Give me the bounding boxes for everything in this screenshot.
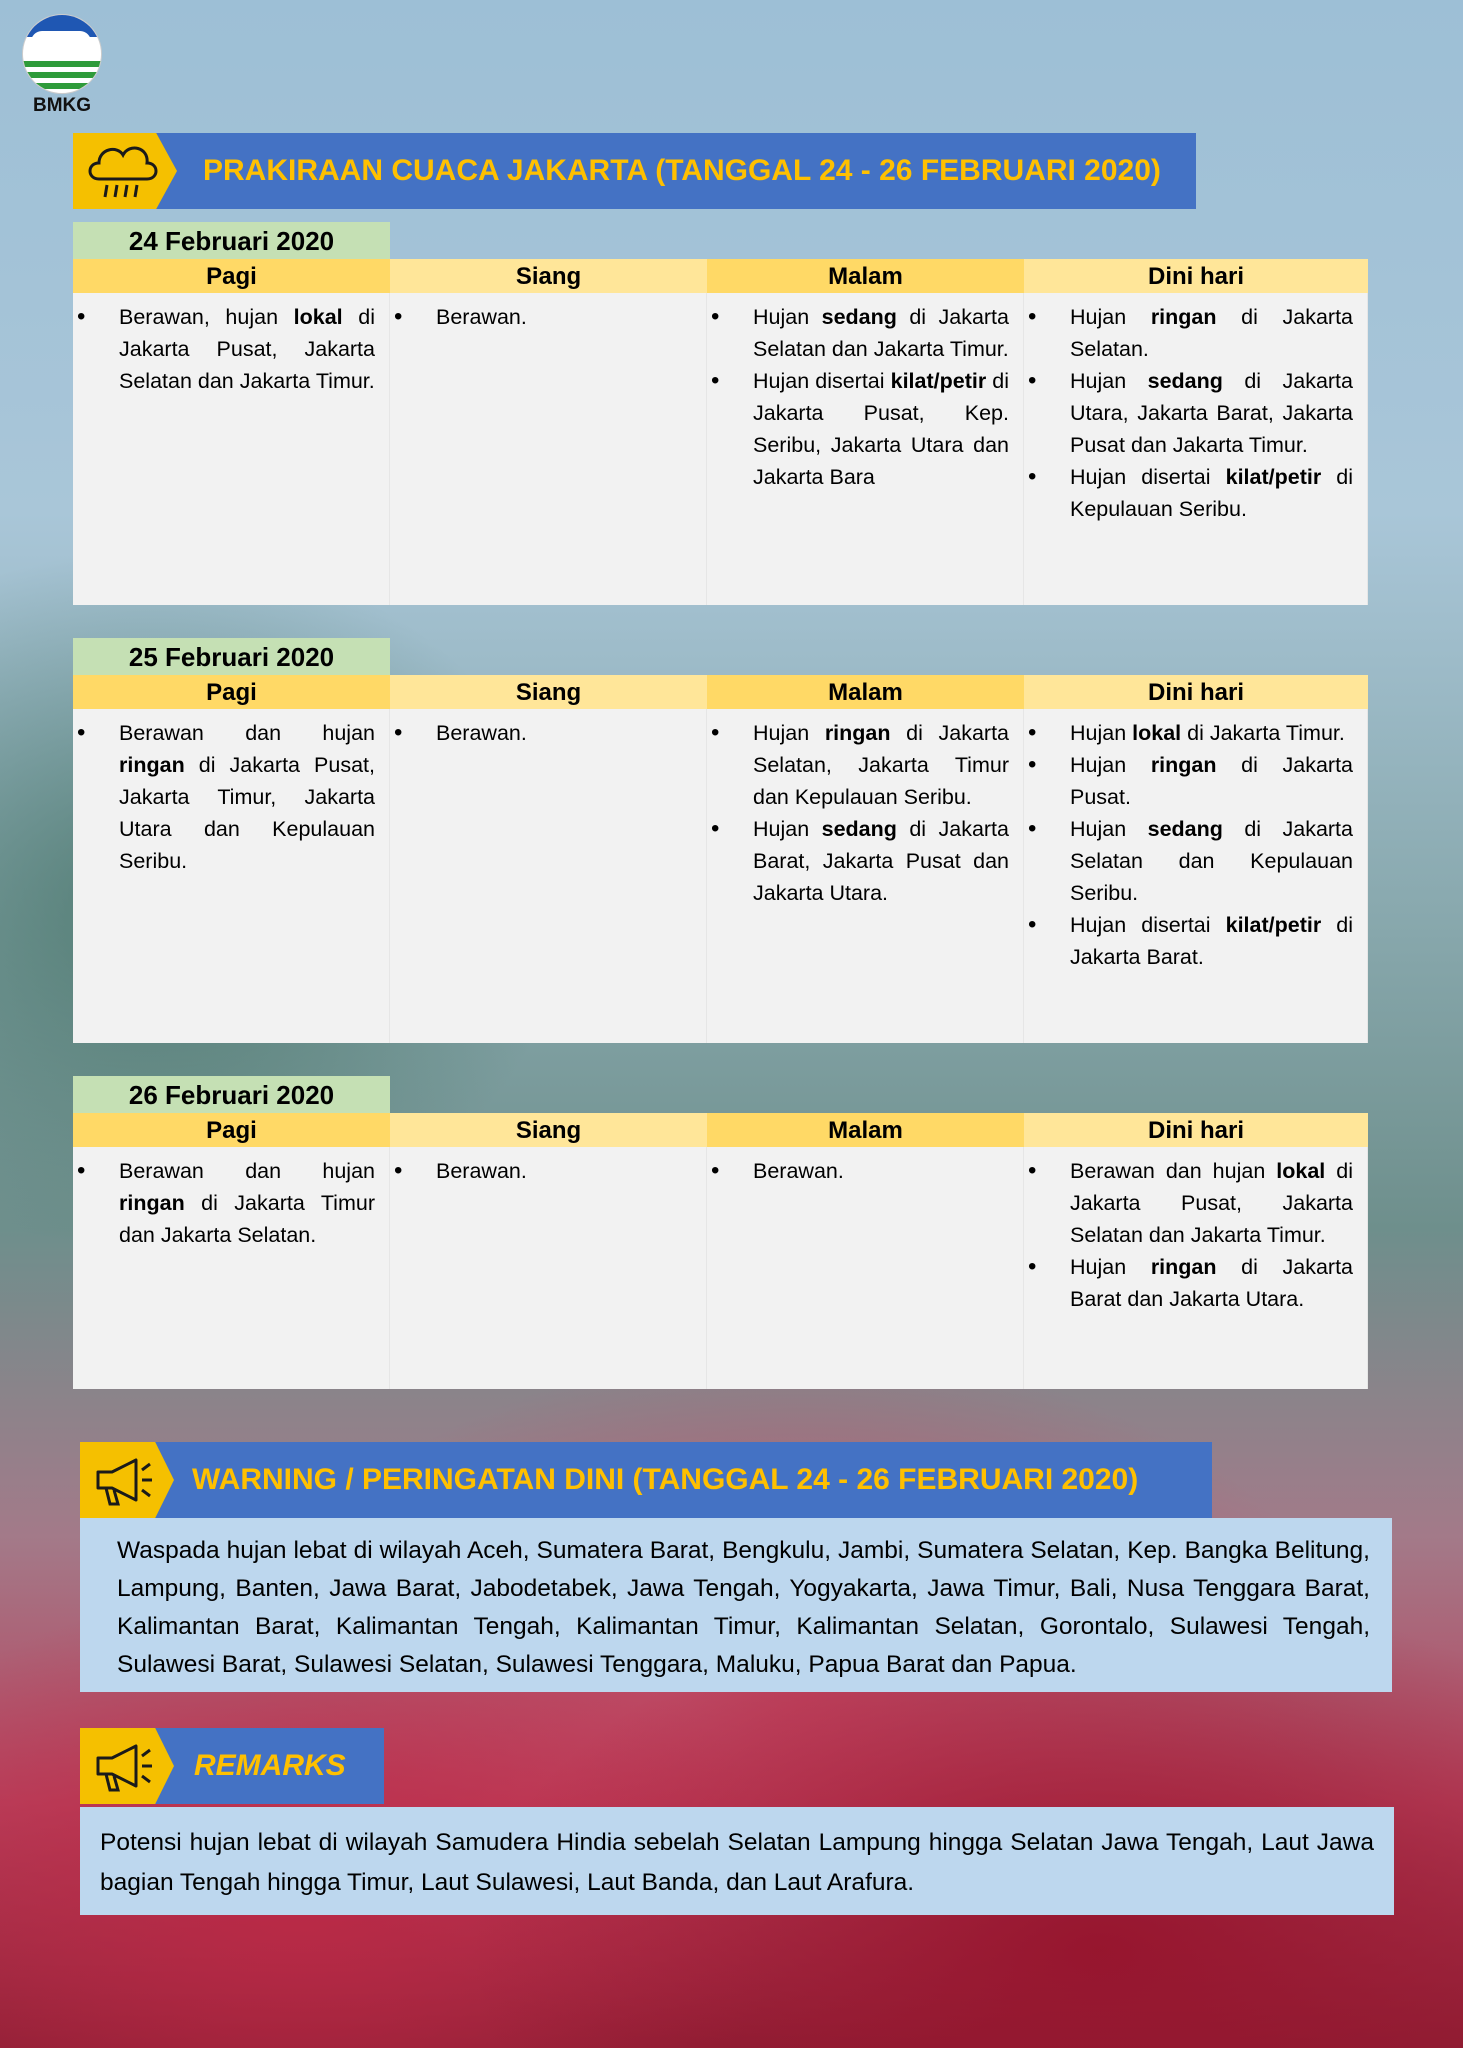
forecast-cell (707, 709, 1024, 1043)
column-header-pagi: Pagi (73, 675, 390, 709)
column-header-pagi: Pagi (73, 1113, 390, 1147)
warning-text: Waspada hujan lebat di wilayah Aceh, Sumatera Barat, Bengkulu, Jambi, Sumatera Selatan, Kep. Bangka Belitung, Lampung, Banten, Jawa Barat, Jabodetabek, Jawa Tengah, Yogyakarta, Jawa Timur, Bali, Nusa Tenggara Barat, Kalimantan Barat, Kalimantan Tengah, Kalimantan Timur, Kalimantan Selatan, Gorontalo, Sulawesi Tengah, Sulawesi Barat, Sulawesi Selatan, Sulawesi Tenggara, Maluku, Papua Barat dan Papua. (117, 1537, 1370, 1678)
forecast-item: • Hujan sedang di Jakarta Utara, Jakarta Barat, Jakarta Pusat dan Jakarta Timur. (1070, 365, 1353, 461)
forecast-item: • Berawan. (436, 1155, 692, 1187)
forecast-item: • Berawan dan hujan ringan di Jakarta Timur dan Jakarta Selatan. (119, 1155, 375, 1251)
forecast-cell (707, 1147, 1024, 1389)
forecast-title: PRAKIRAAN CUACA JAKARTA (TANGGAL 24 - 26 FEBRUARI 2020) (203, 154, 1161, 187)
column-header-siang: Siang (390, 259, 707, 293)
forecast-cell (1024, 293, 1368, 605)
forecast-cell (390, 293, 707, 605)
rain-cloud-icon (73, 133, 177, 209)
forecast-item: • Berawan dan hujan ringan di Jakarta Pusat, Jakarta Timur, Jakarta Utara dan Kepulauan Seribu. (119, 717, 375, 877)
column-header-malam: Malam (707, 1113, 1024, 1147)
bmkg-logo (22, 14, 102, 117)
forecast-item: • Hujan disertai kilat/petir di Kepulauan Seribu. (1070, 461, 1353, 525)
forecast-cell (390, 709, 707, 1043)
forecast-item: • Hujan ringan di Jakarta Barat dan Jakarta Utara. (1070, 1251, 1353, 1315)
day-block (73, 1076, 1368, 1389)
forecast-cell (390, 1147, 707, 1389)
warning-banner (80, 1442, 1212, 1518)
remarks-banner (80, 1728, 384, 1804)
remarks-title: REMARKS (194, 1749, 346, 1782)
column-header-malam: Malam (707, 259, 1024, 293)
forecast-cell (73, 709, 390, 1043)
remarks-text: Potensi hujan lebat di wilayah Samudera Hindia sebelah Selatan Lampung hingga Selatan Jawa Tengah, Laut Jawa bagian Tengah hingga Timur, Laut Sulawesi, Laut Banda, dan Laut Arafura. (100, 1829, 1374, 1896)
day-date: 26 Februari 2020 (73, 1076, 390, 1113)
forecast-cell (73, 293, 390, 605)
forecast-item: • Hujan ringan di Jakarta Selatan, Jakarta Timur dan Kepulauan Seribu. (753, 717, 1009, 813)
megaphone-icon (80, 1728, 174, 1804)
column-header-dini-hari: Dini hari (1024, 259, 1368, 293)
warning-title: WARNING / PERINGATAN DINI (TANGGAL 24 - 26 FEBRUARI 2020) (192, 1463, 1139, 1496)
column-header-dini-hari: Dini hari (1024, 675, 1368, 709)
forecast-item: • Hujan ringan di Jakarta Pusat. (1070, 749, 1353, 813)
column-header-dini-hari: Dini hari (1024, 1113, 1368, 1147)
forecast-item: • Hujan sedang di Jakarta Selatan dan Jakarta Timur. (753, 301, 1009, 365)
forecast-item: • Berawan. (753, 1155, 1009, 1187)
forecast-item: • Hujan lokal di Jakarta Timur. (1070, 717, 1353, 749)
logo-text: BMKG (32, 95, 92, 116)
remarks-panel (80, 1807, 1394, 1915)
day-block (73, 222, 1368, 605)
forecast-cell (73, 1147, 390, 1389)
warning-panel (80, 1518, 1392, 1692)
day-date: 25 Februari 2020 (73, 638, 390, 675)
forecast-item: • Berawan, hujan lokal di Jakarta Pusat, Jakarta Selatan dan Jakarta Timur. (119, 301, 375, 397)
forecast-item: • Hujan sedang di Jakarta Selatan dan Kepulauan Seribu. (1070, 813, 1353, 909)
forecast-cell (1024, 709, 1368, 1043)
megaphone-icon (80, 1442, 174, 1518)
bmkg-emblem-icon (22, 14, 102, 94)
forecast-item: • Hujan ringan di Jakarta Selatan. (1070, 301, 1353, 365)
column-header-siang: Siang (390, 675, 707, 709)
forecast-item: • Berawan. (436, 717, 692, 749)
day-block (73, 638, 1368, 1043)
forecast-item: • Hujan disertai kilat/petir di Jakarta Pusat, Kep. Seribu, Jakarta Utara dan Jakarta Bara (753, 365, 1009, 493)
column-header-siang: Siang (390, 1113, 707, 1147)
forecast-item: • Berawan dan hujan lokal di Jakarta Pusat, Jakarta Selatan dan Jakarta Timur. (1070, 1155, 1353, 1251)
forecast-banner (73, 133, 1196, 209)
forecast-item: • Hujan sedang di Jakarta Barat, Jakarta Pusat dan Jakarta Utara. (753, 813, 1009, 909)
forecast-item: • Berawan. (436, 301, 692, 333)
forecast-cell (707, 293, 1024, 605)
column-header-pagi: Pagi (73, 259, 390, 293)
column-header-malam: Malam (707, 675, 1024, 709)
forecast-cell (1024, 1147, 1368, 1389)
forecast-item: • Hujan disertai kilat/petir di Jakarta Barat. (1070, 909, 1353, 973)
day-date: 24 Februari 2020 (73, 222, 390, 259)
